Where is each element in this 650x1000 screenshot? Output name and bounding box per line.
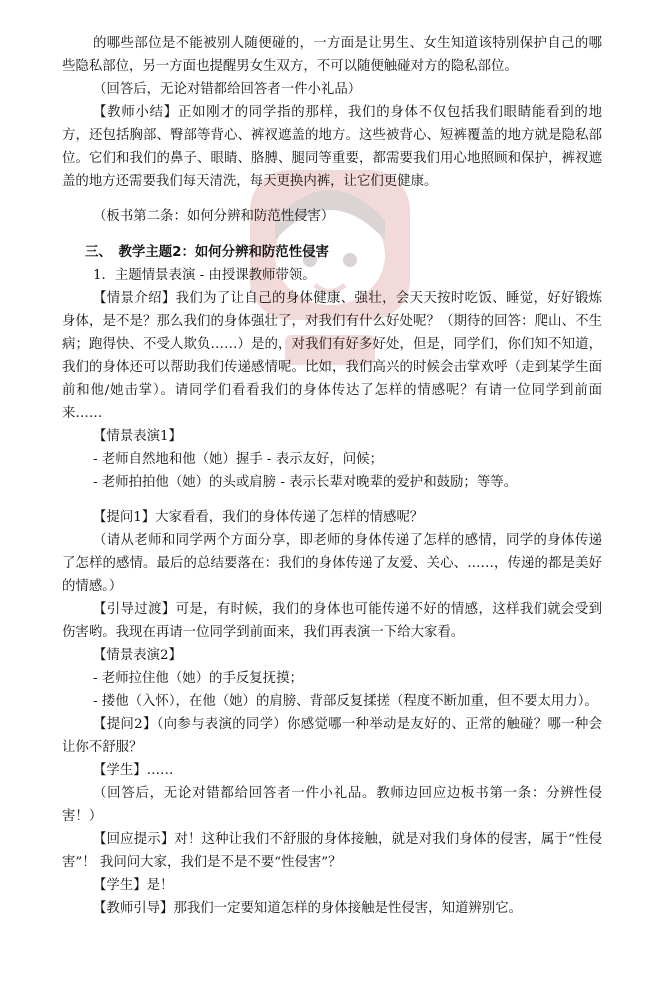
section-heading: 三、 教学主题2：如何分辨和防范性侵害 <box>85 244 329 260</box>
paragraph-privacy-intro: 的哪些部位是不能被别人随便碰的，一方面是让男生、女生知道该特别保护自己的哪些隐私部位，另一方面也提醒男女生双方，不可以随便触碰对方的隐私部位。 <box>62 36 602 74</box>
paragraph-question-1: 【提问1】大家看看，我们的身体传递了怎样的情感呢？ <box>93 510 424 526</box>
paragraph-gift-note-2: （回答后，无论对错都给回答者一件小礼品。教师边回应边板书第一条：分辨性侵害！） <box>62 786 602 825</box>
list-item: - 老师拉住他（她）的手反复抚摸； <box>93 671 303 687</box>
paragraph-transition: 【引导过渡】可是，有时候，我们的身体也可能传递不好的情感，这样我们就会受到伤害哟。我现在再请一位同学到前面来，我们再表演一下给大家看。 <box>62 602 602 641</box>
paragraph-teacher-summary: 【教师小结】正如刚才的同学指的那样，我们的身体不仅包括我们眼睛能看到的地方，还包括胸部、臀部等背心、裤衩遮盖的地方。这些被背心、短裤覆盖的地方就是隐私部位。它们和我们的鼻子、眼睛、胳膊、腿同等重要，都需要我们用心地照顾和保护，裤衩遮盖的地方还需要我们每天清洗，每天更换内裤，让它们更健康。 <box>62 105 602 189</box>
paragraph-student-1: 【学生】…… <box>93 763 174 779</box>
list-item: - 老师拍拍他（她）的头或肩膀 - 表示长辈对晚辈的爱护和鼓励；等等。 <box>93 474 518 490</box>
paragraph-scene-performance: 1．主题情景表演 - 由授课教师带领。 <box>93 267 316 283</box>
list-item: - 老师自然地和他（她）握手 - 表示友好，问候； <box>93 451 383 467</box>
paragraph-teacher-guide: 【教师引导】那我们一定要知道怎样的身体接触是性侵害，知道辨别它。 <box>93 901 523 917</box>
paragraph-scene-1-label: 【情景表演1】 <box>93 428 182 444</box>
paragraph-response-hint: 【回应提示】对！这种让我们不舒服的身体接触，就是对我们身体的侵害，属于“性侵害”！ 我问问大家，我们是不是不要“性侵害”？ <box>62 832 602 871</box>
list-item: - 搂他（入怀），在他（她）的肩膀、背部反复揉搓（程度不断加重，但不要太用力）。 <box>93 694 598 710</box>
paragraph-question-1-guide: （请从老师和同学两个方面分享，即老师的身体传递了怎样的感情，同学的身体传递了怎样的感情。最后的总结要落在：我们的身体传递了友爱、关心、……，传递的都是美好的情感。） <box>62 533 602 595</box>
paragraph-question-2: 【提问2】（向参与表演的同学）你感觉哪一种举动是友好的、正常的触碰？哪一种会让你不舒服？ <box>62 717 602 756</box>
paragraph-scene-2-label: 【情景表演2】 <box>93 648 182 664</box>
paragraph-student-2: 【学生】是！ <box>93 878 174 894</box>
paragraph-board-note-2: （板书第二条：如何分辨和防范性侵害） <box>93 209 335 225</box>
paragraph-scene-intro: 【情景介绍】我们为了让自己的身体健康、强壮，会天天按时吃饭、睡觉，好好锻炼身体，是不是？那么我们的身体强壮了，对我们有什么好处呢？（期待的回答：爬山、不生病；跑得快、不受人欺负……）是的，对我们有好多好处，但是，同学们，你们知不知道，我们的身体还可以帮助我们传递感情呢。比如，我们高兴的时候会击掌欢呼（走到某学生面前和他/她击掌）。请同学们看看我们的身体传达了怎样的情感呢？有请一位同学到前面来…… <box>62 290 602 421</box>
paragraph-gift-note-1: （回答后，无论对错都给回答者一件小礼品） <box>93 82 362 97</box>
